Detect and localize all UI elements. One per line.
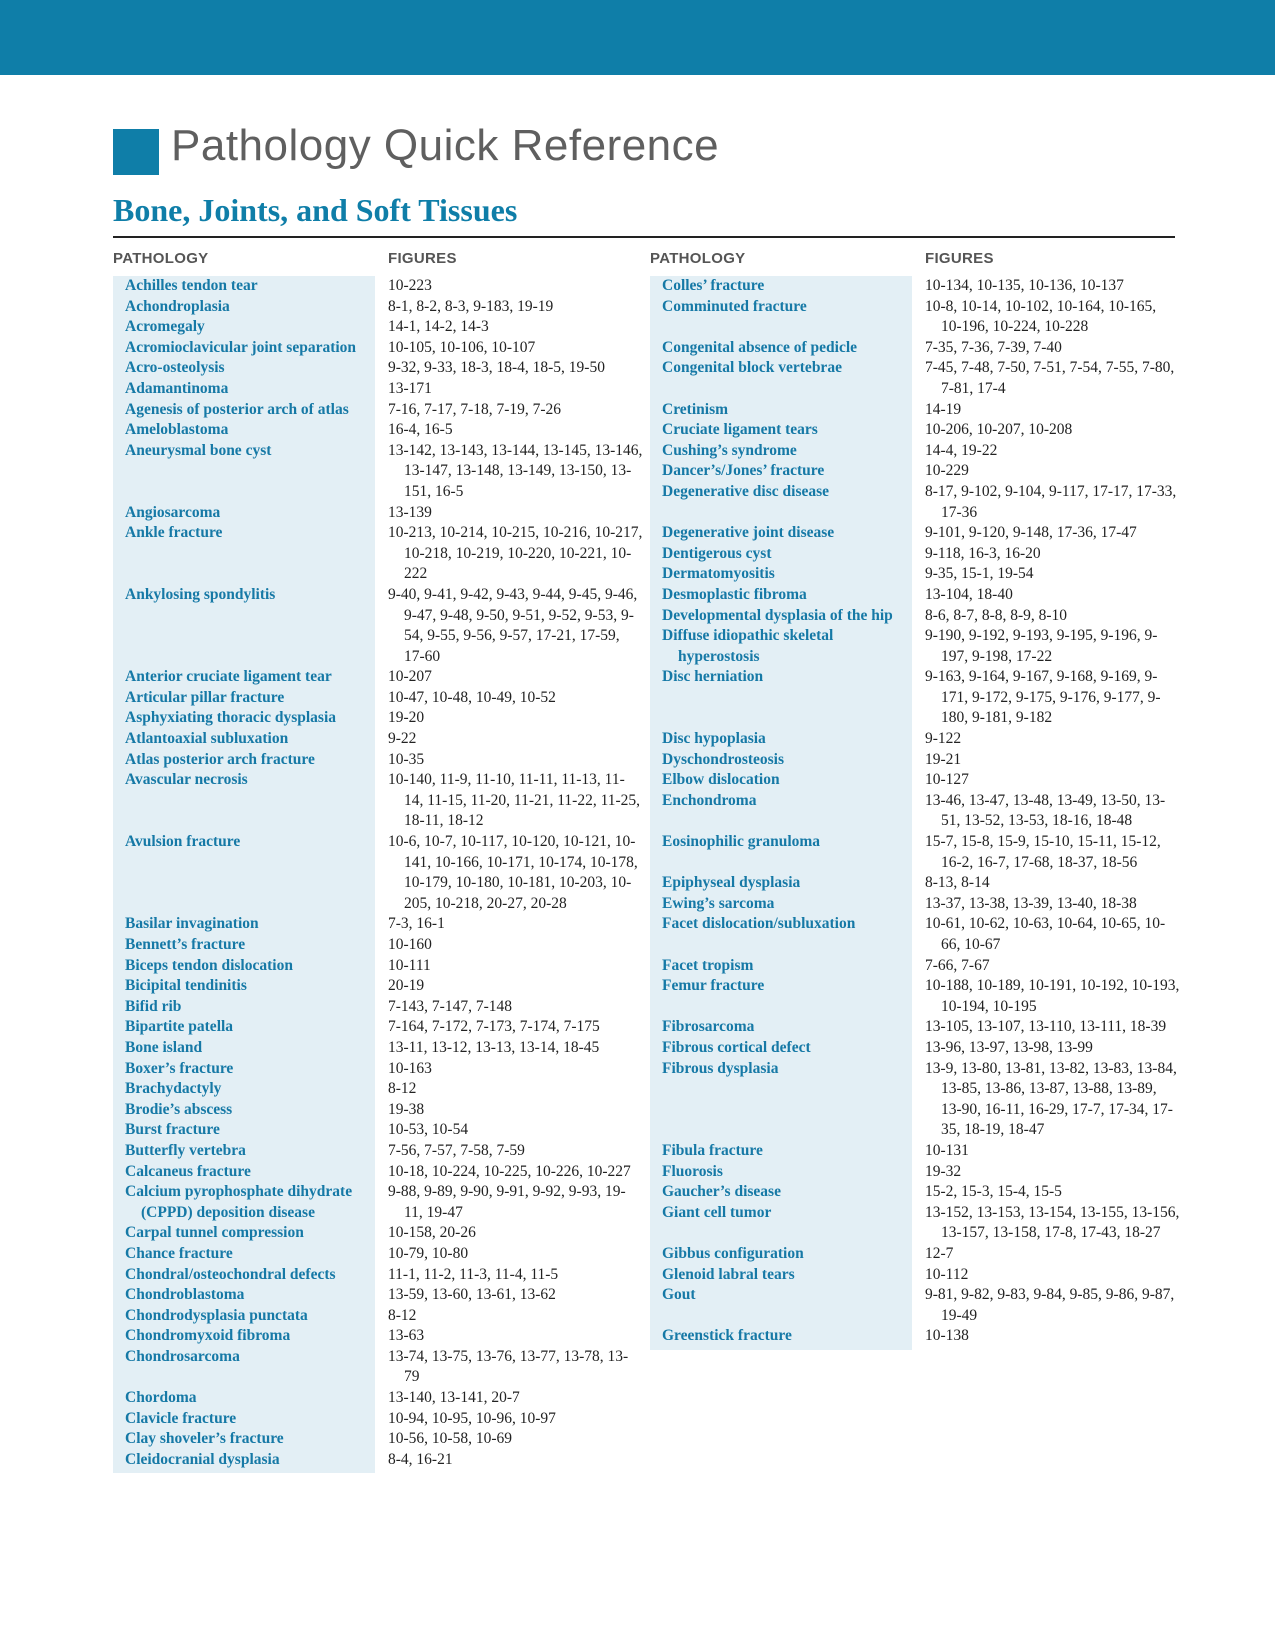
figure-references: 7-45, 7-48, 7-50, 7-51, 7-54, 7-55, 7-80, 7-81, 17-4 (925, 359, 1175, 397)
reference-entry (113, 1038, 643, 1059)
reference-entry (650, 667, 1180, 729)
figure-references: 11-1, 11-2, 11-3, 11-4, 11-5 (388, 1265, 559, 1283)
pathology-name: Cleidocranial dysplasia (125, 1450, 280, 1468)
pathology-name: Chondroblastoma (125, 1286, 245, 1304)
pathology-name: Brachydactyly (125, 1080, 222, 1098)
figure-references: 10-47, 10-48, 10-49, 10-52 (388, 688, 556, 706)
pathology-name: Congenital block vertebrae (662, 359, 842, 377)
pathology-name: Butterfly vertebra (125, 1141, 246, 1159)
right-entry-list (650, 276, 1180, 1350)
reference-entry (113, 1285, 643, 1306)
figure-references: 8-6, 8-7, 8-8, 8-9, 8-10 (925, 606, 1068, 624)
pathology-name: Chance fracture (125, 1244, 233, 1262)
reference-entry (650, 1141, 1180, 1162)
pathology-name: Cushing’s syndrome (662, 441, 797, 459)
pathology-name: Fluorosis (662, 1162, 723, 1180)
reference-entry (113, 338, 643, 359)
figure-references: 13-96, 13-97, 13-98, 13-99 (925, 1038, 1093, 1056)
figure-references: 9-88, 9-89, 9-90, 9-91, 9-92, 9-93, 19-11, 19-47 (388, 1183, 626, 1221)
figure-references: 14-1, 14-2, 14-3 (388, 318, 489, 336)
reference-entry (650, 914, 1180, 955)
reference-entry (650, 1244, 1180, 1265)
figure-references: 9-22 (388, 730, 417, 748)
figure-references: 10-61, 10-62, 10-63, 10-64, 10-65, 10-66, 10-67 (925, 915, 1166, 953)
pathology-name: Atlas posterior arch fracture (125, 750, 315, 768)
reference-entry (113, 914, 643, 935)
figure-references: 9-118, 16-3, 16-20 (925, 544, 1041, 562)
figure-references: 16-4, 16-5 (388, 421, 453, 439)
figure-references: 9-101, 9-120, 9-148, 17-36, 17-47 (925, 524, 1137, 542)
figure-references: 13-63 (388, 1327, 425, 1345)
figure-references: 13-74, 13-75, 13-76, 13-77, 13-78, 13-79 (388, 1347, 629, 1386)
pathology-name: Asphyxiating thoracic dysplasia (125, 709, 337, 727)
reference-entry (113, 1079, 643, 1100)
figure-references: 7-164, 7-172, 7-173, 7-174, 7-175 (388, 1018, 600, 1036)
pathology-name: Brodie’s abscess (125, 1100, 233, 1118)
pathology-header: PATHOLOGY (113, 250, 209, 267)
reference-entry (650, 1017, 1180, 1038)
figure-references: 19-21 (925, 750, 962, 768)
figure-references: 8-4, 16-21 (388, 1450, 453, 1468)
pathology-name: Cretinism (662, 400, 729, 418)
figure-references: 9-163, 9-164, 9-167, 9-168, 9-169, 9-171, 9-172, 9-175, 9-176, 9-177, 9-180, 9-181, 9-182 (925, 668, 1161, 727)
figure-references: 10-94, 10-95, 10-96, 10-97 (388, 1409, 556, 1427)
figure-references: 7-143, 7-147, 7-148 (388, 997, 512, 1015)
reference-entry (113, 1244, 643, 1265)
figure-references: 10-56, 10-58, 10-69 (388, 1430, 512, 1448)
figure-references: 10-79, 10-80 (388, 1244, 469, 1262)
figure-references: 9-190, 9-192, 9-193, 9-195, 9-196, 9-197, 9-198, 17-22 (925, 627, 1158, 665)
pathology-name: Degenerative joint disease (662, 524, 835, 542)
pathology-name: Avulsion fracture (125, 833, 241, 851)
pathology-name: Boxer’s fracture (125, 1059, 234, 1077)
reference-entry (113, 276, 643, 297)
reference-entry (650, 729, 1180, 750)
figure-references: 13-37, 13-38, 13-39, 13-40, 18-38 (925, 894, 1137, 912)
reference-entry (113, 1388, 643, 1409)
reference-entry (113, 523, 643, 585)
reference-entry (113, 1100, 643, 1121)
figure-references: 10-188, 10-189, 10-191, 10-192, 10-193, 10-194, 10-195 (925, 977, 1180, 1015)
figure-references: 19-38 (388, 1100, 425, 1118)
reference-entry (113, 1223, 643, 1244)
pathology-name: Developmental dysplasia of the hip (662, 606, 893, 624)
pathology-name: Bipartite patella (125, 1018, 234, 1036)
figure-references: 13-142, 13-143, 13-144, 13-145, 13-146, 13-147, 13-148, 13-149, 13-150, 13-151, 16-5 (388, 441, 643, 500)
figure-references: 13-152, 13-153, 13-154, 13-155, 13-156, 13-157, 13-158, 17-8, 17-43, 18-27 (925, 1203, 1180, 1242)
pathology-name: Clay shoveler’s fracture (125, 1430, 284, 1448)
figure-references: 13-139 (388, 503, 432, 521)
title-square-marker (113, 129, 159, 175)
pathology-name: Fibrous cortical defect (662, 1038, 811, 1056)
reference-entry (650, 956, 1180, 977)
pathology-name: Disc hypoplasia (662, 730, 766, 748)
reference-entry (650, 894, 1180, 915)
figure-references: 13-9, 13-80, 13-81, 13-82, 13-83, 13-84, 13-85, 13-86, 13-87, 13-88, 13-89, 13-90, 16-11, 16-29, 17-7, 17-34, 17-35, 18-19, 18-47 (925, 1059, 1177, 1139)
figure-references: 10-105, 10-106, 10-107 (388, 338, 536, 356)
pathology-name: Ankle fracture (125, 524, 223, 542)
right-column (650, 250, 1180, 1350)
top-color-band (0, 0, 1275, 75)
figure-references: 7-56, 7-57, 7-58, 7-59 (388, 1141, 525, 1159)
reference-entry (650, 544, 1180, 565)
reference-entry (650, 297, 1180, 338)
pathology-name: Chondrodysplasia punctata (125, 1306, 308, 1324)
figure-references: 14-4, 19-22 (925, 441, 998, 459)
pathology-name: Atlantoaxial subluxation (125, 730, 289, 748)
figure-references: 10-207 (388, 668, 432, 686)
reference-entry (113, 1326, 643, 1347)
section-subtitle: Bone, Joints, and Soft Tissues (113, 192, 518, 228)
reference-entry (650, 461, 1180, 482)
reference-entry (650, 750, 1180, 771)
reference-entry (113, 935, 643, 956)
pathology-name: Carpal tunnel compression (125, 1224, 304, 1242)
figures-header: FIGURES (388, 250, 457, 267)
reference-entry (113, 1347, 643, 1388)
pathology-name: Agenesis of posterior arch of atlas (125, 400, 349, 418)
reference-entry (113, 585, 643, 667)
pathology-name: Degenerative disc disease (662, 482, 830, 500)
figure-references: 13-11, 13-12, 13-13, 13-14, 18-45 (388, 1038, 600, 1056)
figure-references: 12-7 (925, 1244, 954, 1262)
reference-entry (113, 770, 643, 832)
reference-entry (113, 358, 643, 379)
figure-references: 10-158, 20-26 (388, 1224, 476, 1242)
header-rule (113, 236, 1175, 238)
figure-references: 10-223 (388, 277, 432, 294)
reference-entry (113, 956, 643, 977)
pathology-name: Desmoplastic fibroma (662, 585, 807, 603)
pathology-name: Calcaneus fracture (125, 1162, 251, 1180)
pathology-name: Ewing’s sarcoma (662, 894, 775, 912)
reference-entry (650, 585, 1180, 606)
page-title: Pathology Quick Reference (171, 121, 720, 170)
pathology-name: Ankylosing spondylitis (125, 585, 276, 603)
reference-entry (650, 338, 1180, 359)
right-column-header (650, 250, 1180, 270)
reference-entry (650, 523, 1180, 544)
figure-references: 13-105, 13-107, 13-110, 13-111, 18-39 (925, 1018, 1167, 1036)
pathology-name: Chondromyxoid fibroma (125, 1327, 291, 1345)
figure-references: 13-59, 13-60, 13-61, 13-62 (388, 1286, 556, 1304)
pathology-name: Comminuted fracture (662, 297, 807, 315)
figure-references: 13-104, 18-40 (925, 585, 1013, 603)
pathology-name: Dancer’s/Jones’ fracture (662, 462, 825, 480)
figure-references: 10-111 (388, 956, 431, 974)
pathology-name: Adamantinoma (125, 379, 229, 397)
left-entry-list (113, 276, 643, 1473)
reference-entry (113, 1120, 643, 1141)
figure-references: 10-8, 10-14, 10-102, 10-164, 10-165, 10-196, 10-224, 10-228 (925, 297, 1157, 336)
pathology-name: Dermatomyositis (662, 565, 775, 583)
figure-references: 20-19 (388, 977, 425, 995)
pathology-name: Anterior cruciate ligament tear (125, 668, 332, 686)
reference-entry (113, 1141, 643, 1162)
figure-references: 10-6, 10-7, 10-117, 10-120, 10-121, 10-141, 10-166, 10-171, 10-174, 10-178, 10-179, 10-180, 10-181, 10-203, 10-205, 10-218, 20-27, 20-28 (388, 833, 638, 912)
pathology-name: Gibbus configuration (662, 1244, 804, 1262)
pathology-name: Gaucher’s disease (662, 1183, 781, 1201)
reference-entry (113, 1306, 643, 1327)
reference-entry (113, 503, 643, 524)
pathology-name: Bicipital tendinitis (125, 977, 247, 995)
pathology-name: Acro-osteolysis (125, 359, 225, 377)
figure-references: 13-46, 13-47, 13-48, 13-49, 13-50, 13-51, 13-52, 13-53, 18-16, 18-48 (925, 791, 1166, 830)
pathology-name: Chondral/osteochondral defects (125, 1265, 336, 1283)
reference-entry (113, 1182, 643, 1223)
pathology-name: Achilles tendon tear (125, 277, 258, 294)
reference-entry (113, 708, 643, 729)
pathology-name: Basilar invagination (125, 915, 259, 933)
reference-entry (650, 1038, 1180, 1059)
reference-entry (650, 976, 1180, 1017)
figure-references: 7-3, 16-1 (388, 915, 445, 933)
reference-entry (650, 770, 1180, 791)
reference-entry (113, 1409, 643, 1430)
reference-entry (113, 997, 643, 1018)
pathology-name: Angiosarcoma (125, 503, 221, 521)
pathology-name: Burst fracture (125, 1121, 220, 1139)
reference-entry (113, 750, 643, 771)
pathology-name: Aneurysmal bone cyst (125, 441, 272, 459)
figure-references: 10-127 (925, 771, 969, 789)
pathology-name: Acromioclavicular joint separation (125, 338, 357, 356)
reference-entry (113, 297, 643, 318)
figure-references: 10-112 (925, 1265, 969, 1283)
figure-references: 8-12 (388, 1306, 417, 1324)
figure-references: 10-53, 10-54 (388, 1121, 469, 1139)
figure-references: 8-1, 8-2, 8-3, 9-183, 19-19 (388, 297, 554, 315)
figure-references: 7-35, 7-36, 7-39, 7-40 (925, 338, 1062, 356)
figure-references: 10-35 (388, 750, 425, 768)
reference-entry (650, 276, 1180, 297)
pathology-name: Colles’ fracture (662, 277, 765, 294)
pathology-name: Dyschondrosteosis (662, 750, 785, 768)
reference-entry (650, 1162, 1180, 1183)
pathology-name: Elbow dislocation (662, 771, 780, 789)
reference-entry (113, 317, 643, 338)
pathology-name: Fibula fracture (662, 1141, 763, 1159)
pathology-name: Disc herniation (662, 668, 764, 686)
pathology-name: Facet tropism (662, 956, 754, 974)
figure-references: 10-206, 10-207, 10-208 (925, 421, 1073, 439)
figure-references: 9-122 (925, 730, 962, 748)
reference-entry (113, 832, 643, 914)
reference-entry (650, 1059, 1180, 1141)
reference-entry (113, 1162, 643, 1183)
reference-entry (650, 564, 1180, 585)
figure-references: 13-171 (388, 379, 432, 397)
reference-entry (650, 1285, 1180, 1326)
reference-entry (113, 1429, 643, 1450)
reference-entry (650, 358, 1180, 399)
left-column-header (113, 250, 643, 270)
figure-references: 13-140, 13-141, 20-7 (388, 1389, 520, 1407)
pathology-name: Calcium pyrophosphate dihydrate (CPPD) deposition disease (125, 1183, 353, 1221)
pathology-name: Ameloblastoma (125, 421, 229, 439)
reference-entry (113, 688, 643, 709)
reference-entry (650, 420, 1180, 441)
reference-entry (650, 482, 1180, 523)
figure-references: 10-134, 10-135, 10-136, 10-137 (925, 277, 1124, 294)
pathology-name: Bone island (125, 1038, 203, 1056)
pathology-name: Greenstick fracture (662, 1327, 792, 1345)
figure-references: 15-7, 15-8, 15-9, 15-10, 15-11, 15-12, 16-2, 16-7, 17-68, 18-37, 18-56 (925, 833, 1161, 871)
figure-references: 9-40, 9-41, 9-42, 9-43, 9-44, 9-45, 9-46, 9-47, 9-48, 9-50, 9-51, 9-52, 9-53, 9-54, 9-55, 9-56, 9-57, 17-21, 17-59, 17-60 (388, 585, 638, 665)
pathology-name: Acromegaly (125, 318, 205, 336)
figure-references: 14-19 (925, 400, 962, 418)
pathology-name: Dentigerous cyst (662, 544, 772, 562)
figure-references: 8-17, 9-102, 9-104, 9-117, 17-17, 17-33, 17-36 (925, 482, 1177, 521)
pathology-name: Chondrosarcoma (125, 1347, 240, 1365)
reference-entry (113, 976, 643, 997)
reference-entry (113, 1265, 643, 1286)
figure-references: 9-81, 9-82, 9-83, 9-84, 9-85, 9-86, 9-87, 19-49 (925, 1286, 1175, 1324)
pathology-name: Enchondroma (662, 791, 757, 809)
figure-references: 10-229 (925, 462, 969, 480)
figure-references: 10-213, 10-214, 10-215, 10-216, 10-217, 10-218, 10-219, 10-220, 10-221, 10-222 (388, 524, 643, 583)
reference-entry (113, 1450, 643, 1471)
pathology-name: Congenital absence of pedicle (662, 338, 858, 356)
pathology-name: Bennett’s fracture (125, 936, 246, 953)
reference-entry (650, 626, 1180, 667)
pathology-name: Facet dislocation/subluxation (662, 915, 856, 933)
pathology-name: Giant cell tumor (662, 1203, 772, 1221)
reference-entry (650, 400, 1180, 421)
figure-references: 9-35, 15-1, 19-54 (925, 565, 1034, 583)
left-column (113, 250, 643, 1473)
pathology-name: Articular pillar fracture (125, 688, 285, 706)
figure-references: 15-2, 15-3, 15-4, 15-5 (925, 1183, 1062, 1201)
figure-references: 10-138 (925, 1327, 969, 1345)
figures-header: FIGURES (925, 250, 994, 267)
reference-entry (113, 400, 643, 421)
pathology-name: Avascular necrosis (125, 771, 248, 789)
pathology-name: Diffuse idiopathic skeletal hyperostosis (662, 627, 834, 665)
figure-references: 8-12 (388, 1080, 417, 1098)
pathology-name: Glenoid labral tears (662, 1265, 795, 1283)
figure-references: 9-32, 9-33, 18-3, 18-4, 18-5, 19-50 (388, 359, 605, 377)
pathology-name: Achondroplasia (125, 297, 230, 315)
reference-entry (113, 729, 643, 750)
figure-references: 8-13, 8-14 (925, 874, 990, 892)
figure-references: 10-18, 10-224, 10-225, 10-226, 10-227 (388, 1162, 631, 1180)
pathology-name: Clavicle fracture (125, 1409, 237, 1427)
reference-entry (650, 1203, 1180, 1244)
pathology-name: Epiphyseal dysplasia (662, 874, 801, 892)
reference-entry (113, 441, 643, 503)
reference-entry (113, 379, 643, 400)
figure-references: 7-16, 7-17, 7-18, 7-19, 7-26 (388, 400, 562, 418)
pathology-name: Bifid rib (125, 997, 182, 1015)
pathology-name: Fibrous dysplasia (662, 1059, 779, 1077)
figure-references: 10-163 (388, 1059, 432, 1077)
pathology-name: Eosinophilic granuloma (662, 833, 821, 851)
reference-entry (650, 791, 1180, 832)
figure-references: 10-160 (388, 936, 432, 953)
reference-entry (113, 667, 643, 688)
pathology-name: Biceps tendon dislocation (125, 956, 293, 974)
figure-references: 7-66, 7-67 (925, 956, 990, 974)
figure-references: 10-131 (925, 1141, 969, 1159)
pathology-name: Chordoma (125, 1389, 197, 1407)
reference-entry (650, 873, 1180, 894)
pathology-header: PATHOLOGY (650, 250, 746, 267)
pathology-name: Cruciate ligament tears (662, 421, 818, 439)
reference-entry (113, 420, 643, 441)
reference-entry (650, 606, 1180, 627)
figure-references: 10-140, 11-9, 11-10, 11-11, 11-13, 11-14, 11-15, 11-20, 11-21, 11-22, 11-25, 18-11, 18-12 (388, 771, 641, 830)
reference-entry (650, 1326, 1180, 1347)
reference-entry (650, 832, 1180, 873)
figure-references: 19-32 (925, 1162, 962, 1180)
reference-entry (650, 1265, 1180, 1286)
pathology-name: Gout (662, 1286, 696, 1304)
pathology-name: Fibrosarcoma (662, 1018, 755, 1036)
figure-references: 19-20 (388, 709, 425, 727)
reference-entry (113, 1059, 643, 1080)
reference-entry (113, 1017, 643, 1038)
reference-entry (650, 441, 1180, 462)
reference-entry (650, 1182, 1180, 1203)
pathology-name: Femur fracture (662, 977, 765, 995)
